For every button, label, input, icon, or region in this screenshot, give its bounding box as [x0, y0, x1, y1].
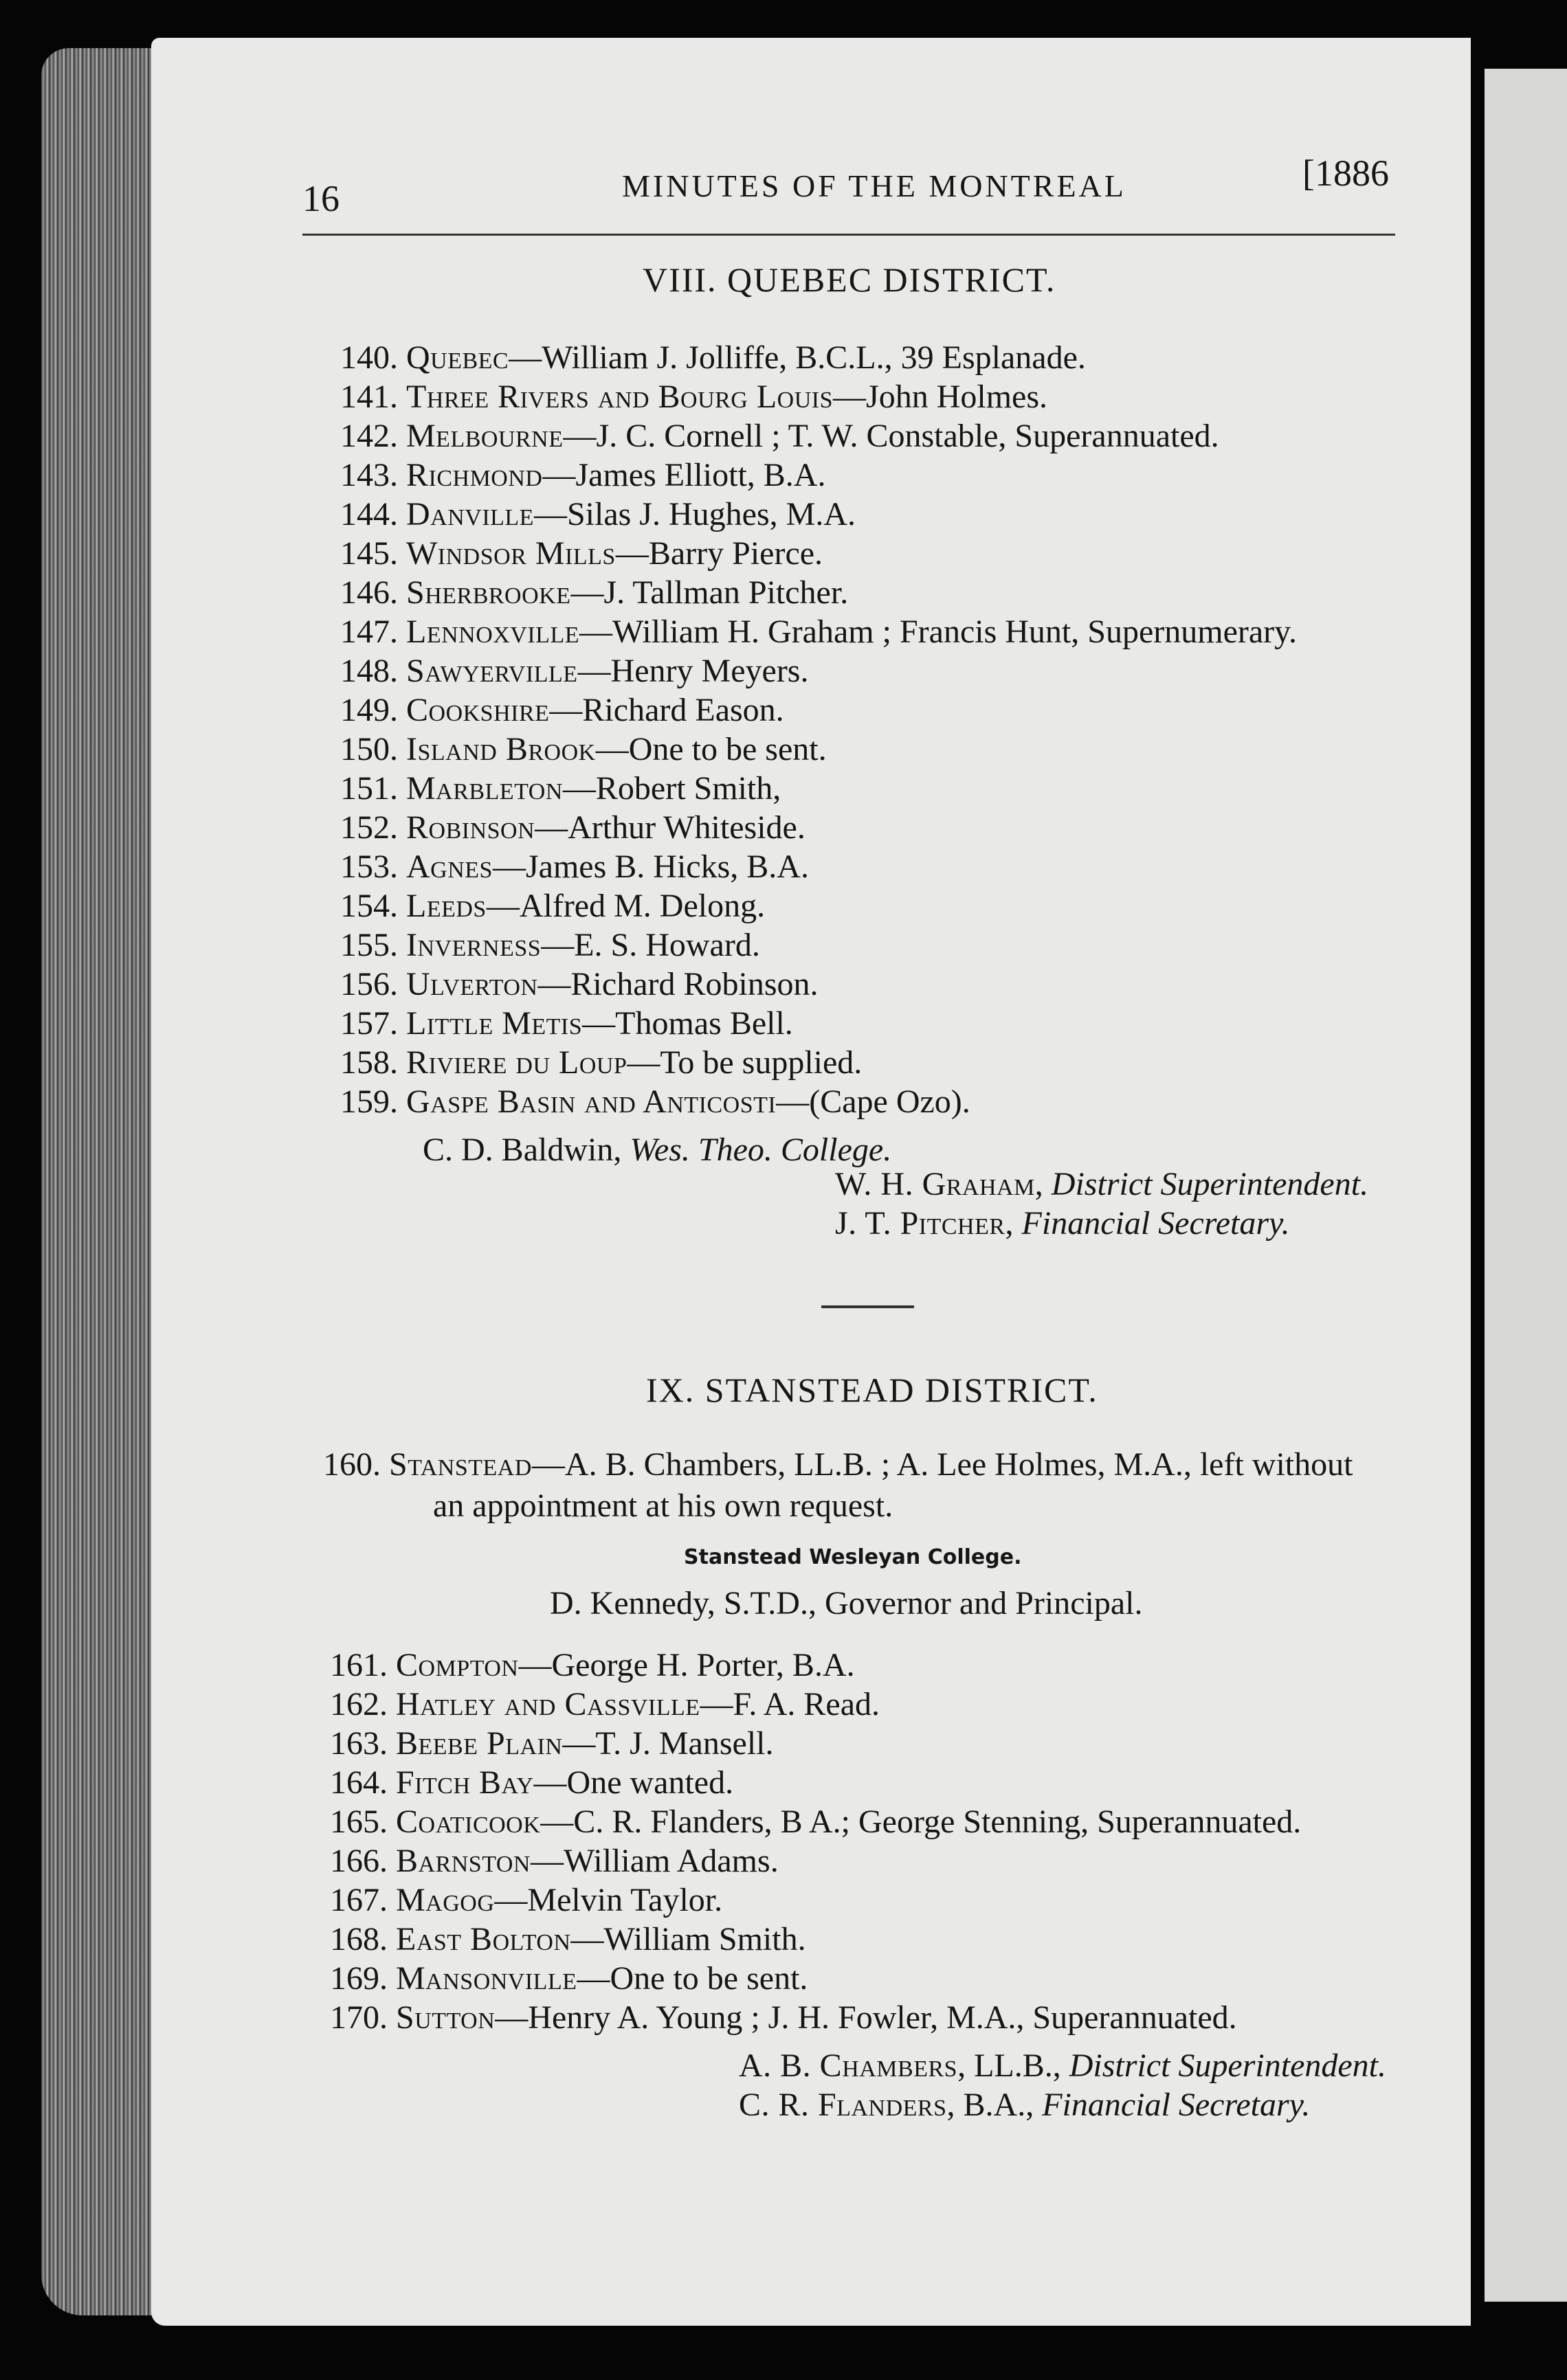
section-divider: [821, 1305, 914, 1308]
college-head: D. Kennedy, S.T.D., Governor and Principal.: [550, 1585, 1143, 1621]
list-item: 146. Sherbrooke—J. Tallman Pitcher.: [340, 574, 849, 611]
list-item: 162. Hatley and Cassville—F. A. Read.: [330, 1686, 880, 1722]
district-superintendent-line: W. H. Graham, District Superintendent.: [835, 1166, 1369, 1202]
district-superintendent-line: A. B. Chambers, LL.B., District Superintendent.: [739, 2047, 1387, 2084]
list-item: 151. Marbleton—Robert Smith,: [340, 770, 781, 807]
page-number: 16: [302, 178, 340, 219]
student-line: C. D. Baldwin, Wes. Theo. College.: [423, 1132, 892, 1168]
list-item: 158. Riviere du Loup—To be supplied.: [340, 1044, 863, 1081]
list-item: 140. Quebec—William J. Jolliffe, B.C.L., 39 Esplanade.: [340, 339, 1086, 376]
list-item: 144. Danville—Silas J. Hughes, M.A.: [340, 496, 856, 532]
list-item: 147. Lennoxville—William H. Graham ; Francis Hunt, Supernumerary.: [340, 614, 1298, 650]
list-item: 157. Little Metis—Thomas Bell.: [340, 1005, 793, 1042]
page-year: [1886: [1302, 153, 1389, 194]
list-item: 166. Barnston—William Adams.: [330, 1843, 779, 1879]
list-item: 164. Fitch Bay—One wanted.: [330, 1764, 734, 1801]
header-rule: [302, 234, 1395, 236]
list-item: 149. Cookshire—Richard Eason.: [340, 692, 784, 728]
list-item-continuation: an appointment at his own request.: [433, 1488, 893, 1524]
list-item: 148. Sawyerville—Henry Meyers.: [340, 653, 809, 689]
list-item: 150. Island Brook—One to be sent.: [340, 731, 827, 767]
stanstead-district-heading: IX. STANSTEAD DISTRICT.: [646, 1371, 1098, 1409]
list-item: 143. Richmond—James Elliott, B.A.: [340, 457, 826, 493]
list-item: 159. Gaspe Basin and Anticosti—(Cape Ozo).: [340, 1084, 970, 1120]
financial-secretary-line: C. R. Flanders, B.A., Financial Secretary.: [739, 2087, 1311, 2123]
list-item: 152. Robinson—Arthur Whiteside.: [340, 809, 805, 846]
list-item: 145. Windsor Mills—Barry Pierce.: [340, 535, 823, 572]
list-item: 156. Ulverton—Richard Robinson.: [340, 966, 819, 1002]
list-item: 153. Agnes—James B. Hicks, B.A.: [340, 849, 809, 885]
list-item: 141. Three Rivers and Bourg Louis—John Holmes.: [340, 379, 1048, 415]
quebec-district-heading: VIII. QUEBEC DISTRICT.: [643, 260, 1056, 299]
facing-page-edge: [1485, 69, 1567, 2302]
list-item: 165. Coaticook—C. R. Flanders, B A.; George Stenning, Superannuated.: [330, 1804, 1302, 1840]
list-item: 167. Magog—Melvin Taylor.: [330, 1882, 723, 1918]
financial-secretary-line: J. T. Pitcher, Financial Secretary.: [835, 1205, 1290, 1242]
list-item: 161. Compton—George H. Porter, B.A.: [330, 1647, 855, 1683]
list-item: 163. Beebe Plain—T. J. Mansell.: [330, 1725, 774, 1762]
list-item: 160. Stanstead—A. B. Chambers, LL.B. ; A. Lee Holmes, M.A., left without: [323, 1446, 1353, 1483]
list-item: 155. Inverness—E. S. Howard.: [340, 927, 760, 963]
list-item: 169. Mansonville—One to be sent.: [330, 1960, 808, 1997]
running-title: MINUTES OF THE MONTREAL: [622, 168, 1126, 203]
list-item: 170. Sutton—Henry A. Young ; J. H. Fowler, M.A., Superannuated.: [330, 1999, 1237, 2036]
college-name: Stanstead Wesleyan College.: [684, 1545, 1022, 1569]
list-item: 142. Melbourne—J. C. Cornell ; T. W. Constable, Superannuated.: [340, 418, 1219, 454]
list-item: 168. East Bolton—William Smith.: [330, 1921, 806, 1957]
list-item: 154. Leeds—Alfred M. Delong.: [340, 888, 766, 924]
